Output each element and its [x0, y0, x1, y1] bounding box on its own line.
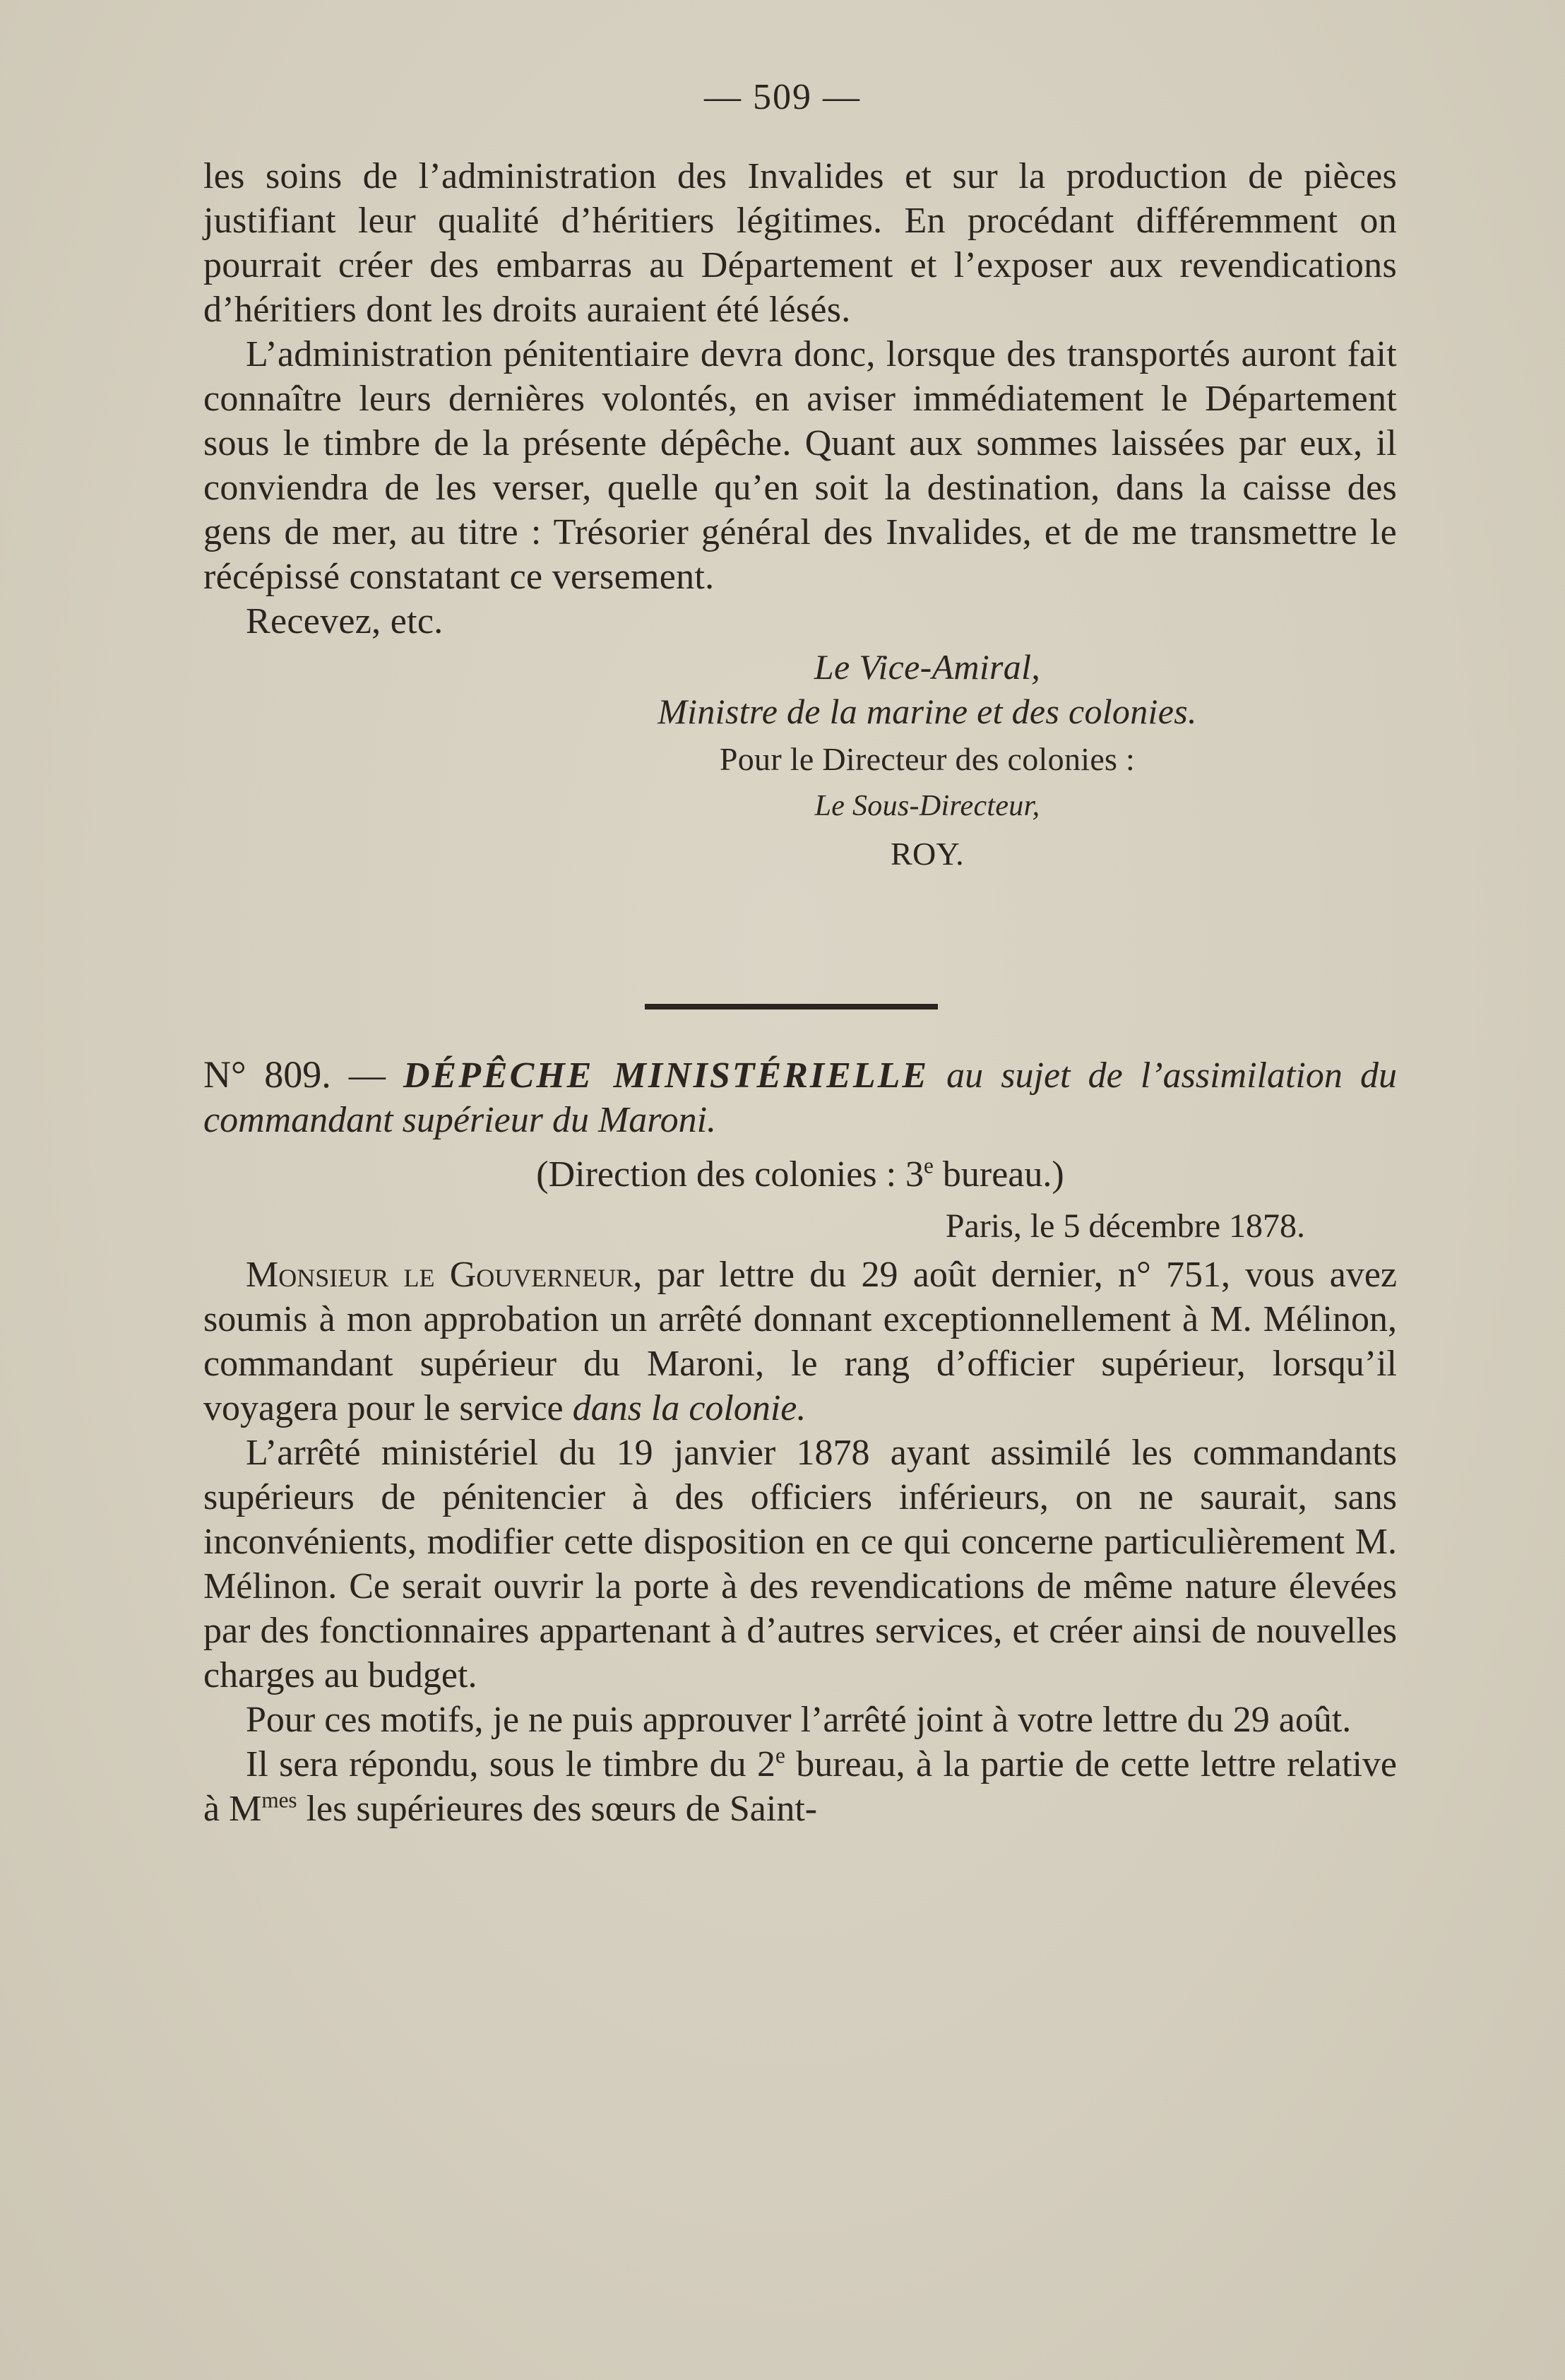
heading-subject: au sujet de l’assimilation du commandant supérieur du Maroni.: [203, 1055, 1397, 1140]
salutation: Monsieur le Gouverneur,: [246, 1255, 643, 1295]
paragraph-4: [203, 1742, 1397, 1831]
heading-dash: —: [331, 1055, 403, 1096]
signature-role: Ministre de la marine et des colonies.: [657, 692, 1197, 731]
paragraph-4-c: les supérieures des sœurs de Saint-: [297, 1789, 818, 1829]
heading-number: N° 809.: [203, 1053, 331, 1096]
signature-for-line: Pour le Directeur des colonies :: [719, 741, 1136, 777]
direction-text: (Direction des colonies : 3: [536, 1154, 924, 1195]
paragraph-1-text: par lettre du 29 août dernier, n° 751, vous avez soumis à mon approbation un arrêté donnant exceptionnellement à M. Mélinon, commandant supérieur du Maroni, le rang d’officier supérieur, lorsqu’il voyagera pour le service: [203, 1255, 1397, 1428]
section-2-body: [203, 1053, 1397, 1831]
paragraph-salutation: [203, 1253, 1397, 1431]
paragraph-4-a: Il sera répondu, sous le timbre du 2: [246, 1744, 776, 1784]
direction-line: [203, 1152, 1397, 1197]
direction-sup: e: [924, 1153, 934, 1178]
paragraph-2: L’arrêté ministériel du 19 janvier 1878 ayant assimilé les commandants supérieurs de pénitencier à des officiers inférieurs, on ne saurait, sans inconvénients, modifier cette disposition en ce qui concerne particulièrement M. Mélinon. Ce serait ouvrir la porte à des revendications de même nature élevées par des fonctionnaires appartenant à d’autres services, et créer ainsi de nouvelles charges au budget.: [203, 1433, 1397, 1695]
paragraph-continuation: les soins de l’administration des Invalides et sur la production de pièces justifiant leur qualité d’héritiers légitimes. En procédant différemment on pourrait créer des embarras au Département et l’exposer aux revendications d’héritiers dont les droits auraient été lésés.: [203, 156, 1397, 330]
paragraph-3: Pour ces motifs, je ne puis approuver l’arrêté joint à votre lettre du 29 août.: [246, 1700, 1352, 1740]
date-line: Paris, le 5 décembre 1878.: [945, 1207, 1305, 1245]
signature-name: ROY.: [891, 836, 964, 872]
section-1-body: [203, 154, 1397, 876]
paragraph-4-sup1: e: [775, 1743, 785, 1768]
paragraph-4-b: bureau, à la partie de cette lettre relative à M: [203, 1744, 1397, 1829]
heading-title: DÉPÊCHE MINISTÉRIELLE: [403, 1055, 929, 1096]
paragraph-1-italic: dans la colonie.: [572, 1388, 807, 1428]
paragraph-administration: L’administration pénitentiaire devra donc, lorsque des transportés auront fait connaître leurs dernières volontés, en aviser immédiatement le Département sous le timbre de la présente dépêche. Quant aux sommes laissées par eux, il conviendra de les verser, quelle qu’en soit la destination, dans la caisse des gens de mer, au titre : Trésorier général des Invalides, et de me transmettre le récépissé constatant ce versement.: [203, 334, 1397, 597]
signature-title: Le Vice-Amiral,: [814, 647, 1041, 687]
paragraph-4-sup2: mes: [261, 1787, 297, 1813]
section-divider: [645, 1004, 938, 1010]
section-heading: [203, 1053, 1397, 1142]
signature-subtitle: Le Sous-Directeur,: [814, 790, 1040, 822]
direction-end: bureau.): [933, 1154, 1064, 1195]
page-number-header: — 509 —: [704, 77, 861, 117]
paragraph-closing: Recevez, etc.: [246, 601, 444, 641]
